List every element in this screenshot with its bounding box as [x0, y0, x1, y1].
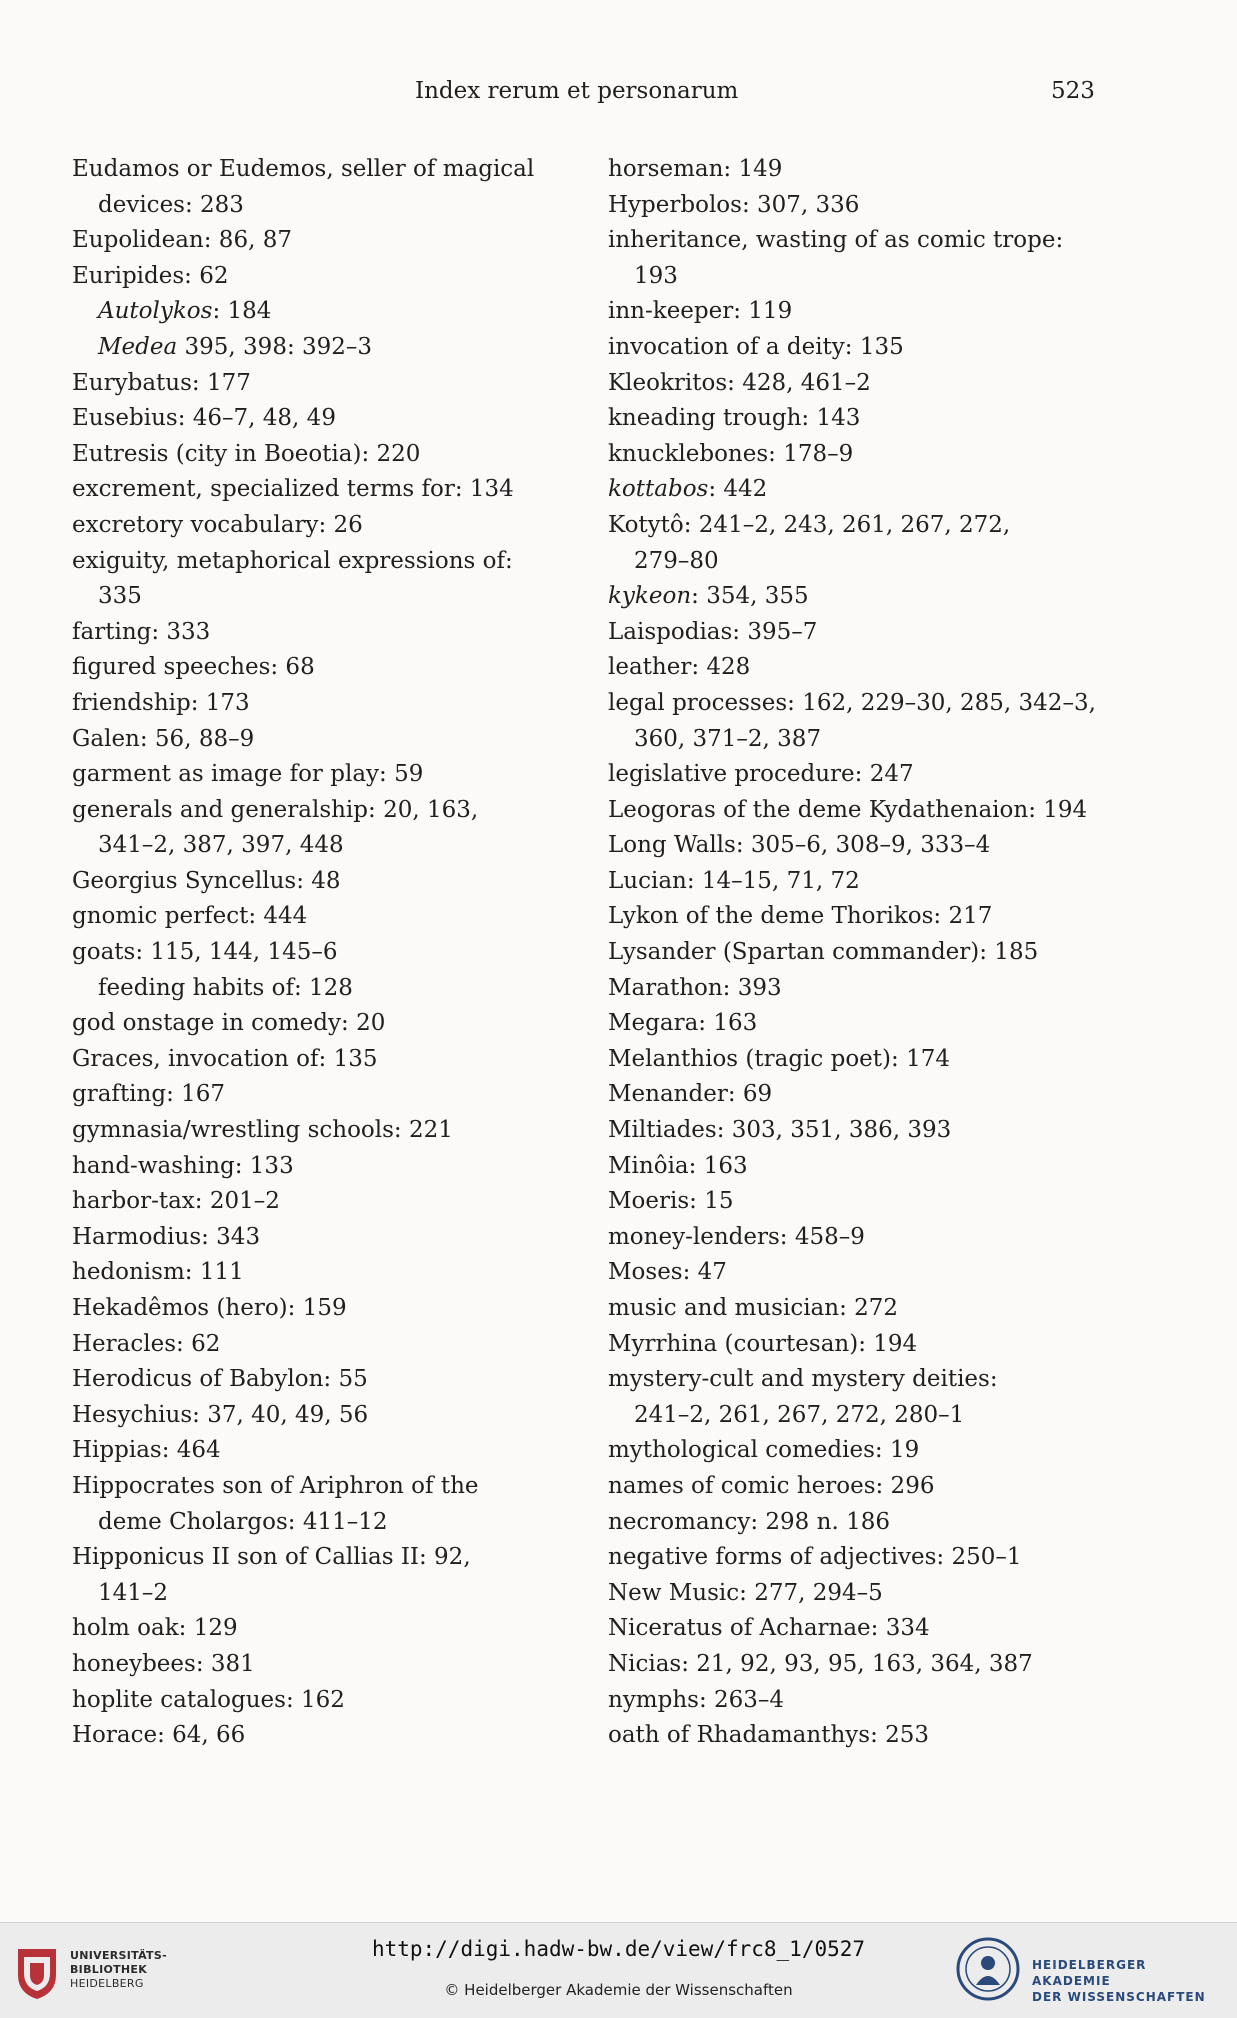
index-entry-text: 341–2, 387, 397, 448 — [98, 832, 344, 859]
index-entry-text: excrement, specialized terms for: 134 — [72, 476, 514, 503]
index-entry — [608, 899, 1128, 935]
index-entry — [608, 793, 1128, 829]
index-entry-text: Herodicus of Babylon: 55 — [72, 1366, 368, 1393]
index-entry — [72, 864, 592, 900]
index-entry — [608, 330, 1128, 366]
index-entry-text: Eudamos or Eudemos, seller of magical — [72, 156, 535, 182]
index-entry — [72, 1362, 592, 1398]
running-header — [0, 78, 1237, 112]
index-entry — [608, 1469, 1128, 1505]
index-entry-text: : 354, 355 — [691, 583, 809, 610]
index-entry-continuation — [72, 828, 592, 864]
index-entry-text: Euripides: 62 — [72, 262, 229, 289]
index-entry-text: Laispodias: 395–7 — [608, 618, 818, 645]
index-entry-text: holm oak: 129 — [72, 1615, 238, 1642]
permalink-url[interactable]: http://digi.hadw-bw.de/view/frc8_1/0527 — [371, 1937, 866, 1961]
hadw-logo-text — [1032, 1957, 1226, 2005]
index-entry — [72, 1220, 592, 1256]
index-entry-text: Hipponicus II son of Callias II: 92, — [72, 1544, 471, 1571]
index-entry-text: necromancy: 298 n. 186 — [608, 1508, 890, 1535]
index-entry — [72, 1540, 592, 1576]
index-entry-italic-term: Autolykos — [98, 298, 213, 325]
page-number: 523 — [1051, 78, 1095, 104]
index-entry-text: Long Walls: 305–6, 308–9, 333–4 — [608, 832, 991, 859]
index-entry-text: Kotytô: 241–2, 243, 261, 267, 272, — [608, 511, 1011, 538]
index-entry — [608, 1042, 1128, 1078]
index-entry-text: gymnasia/wrestling schools: 221 — [72, 1117, 453, 1144]
index-entry-text: Horace: 64, 66 — [72, 1722, 246, 1749]
index-subentry — [72, 294, 592, 330]
index-entry — [72, 650, 592, 686]
index-entry — [72, 1469, 592, 1505]
index-entry — [608, 508, 1128, 544]
index-entry-text: Kleokritos: 428, 461–2 — [608, 369, 871, 396]
index-entry — [608, 152, 1128, 188]
index-entry — [608, 1113, 1128, 1149]
index-entry — [608, 1006, 1128, 1042]
index-entry — [72, 1647, 592, 1683]
hadw-logo[interactable] — [956, 1937, 1226, 2007]
index-entry — [72, 544, 592, 580]
ub-logo-line-1: UNIVERSITÄTS- — [70, 1949, 167, 1962]
index-entry — [608, 366, 1128, 402]
index-entry-text: Galen: 56, 88–9 — [72, 725, 255, 752]
index-entry — [608, 1433, 1128, 1469]
index-entry-text: Moeris: 15 — [608, 1188, 734, 1215]
index-entry-continuation — [72, 188, 592, 224]
index-entry-text: 193 — [634, 262, 678, 289]
index-entry — [608, 757, 1128, 793]
index-entry — [608, 1718, 1128, 1754]
index-entry — [608, 1255, 1128, 1291]
index-entry — [608, 223, 1128, 259]
index-entry-text: Myrrhina (courtesan): 194 — [608, 1330, 918, 1357]
index-entry-text: exiguity, metaphorical expressions of: — [72, 547, 513, 574]
index-entry — [72, 366, 592, 402]
index-entry — [608, 1540, 1128, 1576]
index-entry-text: oath of Rhadamanthys: 253 — [608, 1722, 930, 1749]
index-entry — [608, 401, 1128, 437]
index-entry — [608, 294, 1128, 330]
index-entry-text: Menander: 69 — [608, 1081, 773, 1108]
index-entry — [608, 1220, 1128, 1256]
index-entry-text: figured speeches: 68 — [72, 654, 315, 681]
index-entry-text: deme Cholargos: 411–12 — [98, 1508, 388, 1535]
index-entry-italic-term: kykeon — [608, 583, 692, 610]
index-entry-text: Hekadêmos (hero): 159 — [72, 1295, 347, 1321]
index-entry — [608, 1611, 1128, 1647]
index-entry-text: Hippias: 464 — [72, 1437, 221, 1464]
index-entry-text: legislative procedure: 247 — [608, 761, 914, 788]
index-entry-text: 335 — [98, 583, 142, 610]
hadw-logo-line-1: HEIDELBERGER AKADEMIE — [1032, 1958, 1147, 1988]
index-entry-text: hedonism: 111 — [72, 1259, 244, 1286]
index-entry-text: excretory vocabulary: 26 — [72, 511, 363, 538]
index-entry-text: nymphs: 263–4 — [608, 1686, 785, 1713]
index-entry-text: Hippocrates son of Ariphron of the — [72, 1472, 479, 1499]
index-entry-text: invocation of a deity: 135 — [608, 333, 904, 360]
index-entry — [72, 1042, 592, 1078]
index-entry — [608, 188, 1128, 224]
index-entry — [72, 899, 592, 935]
index-entry — [72, 686, 592, 722]
index-entry — [72, 722, 592, 758]
index-entry-text: negative forms of adjectives: 250–1 — [608, 1544, 1022, 1571]
index-entry-text: inheritance, wasting of as comic trope: — [608, 227, 1064, 254]
index-entry-text: leather: 428 — [608, 654, 751, 681]
index-entry-continuation — [608, 259, 1128, 295]
index-entry — [608, 1683, 1128, 1719]
index-entry — [608, 864, 1128, 900]
index-entry — [72, 1718, 592, 1754]
index-entry-text: Lucian: 14–15, 71, 72 — [608, 867, 860, 894]
index-entry — [608, 1647, 1128, 1683]
index-entry — [608, 650, 1128, 686]
index-entry-text: mystery-cult and mystery deities: — [608, 1366, 998, 1393]
index-entry-text: mythological comedies: 19 — [608, 1437, 920, 1464]
index-entry — [608, 472, 1128, 508]
index-entry-text: harbor-tax: 201–2 — [72, 1188, 280, 1215]
index-entry-text: kneading trough: 143 — [608, 405, 861, 432]
index-entry-text: Heracles: 62 — [72, 1330, 221, 1357]
index-entry-text: devices: 283 — [98, 191, 244, 218]
academy-seal-icon — [956, 1937, 1020, 2001]
index-entry — [608, 828, 1128, 864]
copyright-notice: © Heidelberger Akademie der Wissenschaften — [444, 1981, 793, 1999]
index-entry — [72, 1611, 592, 1647]
index-entry-italic-term: kottabos — [608, 476, 709, 503]
index-entry-text: legal processes: 162, 229–30, 285, 342–3, — [608, 689, 1096, 716]
index-entry-text: music and musician: 272 — [608, 1295, 899, 1321]
index-entry-text: friendship: 173 — [72, 689, 250, 716]
index-entry-text: Nicias: 21, 92, 93, 95, 163, 364, 387 — [608, 1650, 1033, 1677]
index-entry-text: 279–80 — [634, 547, 719, 574]
index-entry — [72, 1113, 592, 1149]
index-entry-text: generals and generalship: 20, 163, — [72, 796, 479, 823]
index-entry-text: Moses: 47 — [608, 1259, 727, 1286]
index-entry — [72, 223, 592, 259]
index-column-left — [72, 152, 592, 1754]
index-entry-text: New Music: 277, 294–5 — [608, 1579, 883, 1606]
index-entry-text: Minôia: 163 — [608, 1152, 748, 1179]
index-entry-text: honeybees: 381 — [72, 1650, 255, 1677]
index-entry-text: Miltiades: 303, 351, 386, 393 — [608, 1117, 952, 1144]
index-entry-text: Leogoras of the deme Kydathenaion: 194 — [608, 796, 1088, 823]
index-entry-continuation — [72, 579, 592, 615]
index-entry-text: hand-washing: 133 — [72, 1152, 294, 1179]
index-entry — [608, 1184, 1128, 1220]
running-title: Index rerum et personarum — [415, 78, 739, 104]
index-entry-text: 395, 398: 392–3 — [177, 333, 373, 360]
index-entry — [72, 757, 592, 793]
index-entry — [608, 1291, 1128, 1327]
index-entry-text: : 442 — [708, 476, 768, 503]
index-entry-text: Niceratus of Acharnae: 334 — [608, 1615, 930, 1642]
index-entry-text: farting: 333 — [72, 618, 211, 645]
index-entry-text: Lysander (Spartan commander): 185 — [608, 939, 1039, 966]
index-column-right — [608, 152, 1128, 1754]
index-entry-text: feeding habits of: 128 — [98, 974, 353, 1001]
index-entry-text: goats: 115, 144, 145–6 — [72, 939, 338, 966]
index-entry — [72, 1433, 592, 1469]
index-entry-text: money-lenders: 458–9 — [608, 1223, 865, 1250]
index-entry-text: 141–2 — [98, 1579, 169, 1606]
index-entry — [72, 1327, 592, 1363]
index-entry-text: hoplite catalogues: 162 — [72, 1686, 345, 1713]
index-entry-text: grafting: 167 — [72, 1081, 226, 1108]
index-entry — [72, 259, 592, 295]
index-entry — [72, 1255, 592, 1291]
index-entry-continuation — [608, 544, 1128, 580]
index-entry-text: Eurybatus: 177 — [72, 369, 251, 396]
index-entry-text: garment as image for play: 59 — [72, 761, 424, 788]
index-entry — [608, 1362, 1128, 1398]
index-entry-text: Georgius Syncellus: 48 — [72, 867, 341, 894]
index-entry — [72, 508, 592, 544]
index-entry — [608, 971, 1128, 1007]
index-entry-text: 360, 371–2, 387 — [634, 725, 822, 752]
index-entry-text: names of comic heroes: 296 — [608, 1472, 935, 1499]
index-entry-text: Harmodius: 343 — [72, 1223, 261, 1250]
index-entry-text: inn-keeper: 119 — [608, 298, 793, 325]
index-entry-text: Eutresis (city in Boeotia): 220 — [72, 440, 421, 467]
index-entry — [608, 615, 1128, 651]
index-entry-text: Megara: 163 — [608, 1010, 758, 1037]
index-entry-text: Hesychius: 37, 40, 49, 56 — [72, 1401, 369, 1428]
index-entry-italic-term: Medea — [98, 333, 178, 360]
index-entry — [72, 401, 592, 437]
index-entry-text: Marathon: 393 — [608, 974, 782, 1001]
index-entry — [608, 1077, 1128, 1113]
index-entry — [72, 1683, 592, 1719]
index-entry — [608, 579, 1128, 615]
index-entry-text: 241–2, 261, 267, 272, 280–1 — [634, 1401, 965, 1428]
ub-logo-line-3: HEIDELBERG — [70, 1977, 144, 1990]
index-entry — [72, 1149, 592, 1185]
index-entry — [72, 1291, 592, 1327]
index-entry — [72, 1184, 592, 1220]
index-entry-continuation — [608, 1398, 1128, 1434]
index-entry-text: knucklebones: 178–9 — [608, 440, 854, 467]
index-entry-continuation — [72, 1576, 592, 1612]
index-entry — [608, 1327, 1128, 1363]
index-entry-text: : 184 — [212, 298, 272, 325]
index-entry — [72, 152, 592, 188]
index-entry-text: Eupolidean: 86, 87 — [72, 227, 292, 254]
index-entry-continuation — [72, 1505, 592, 1541]
index-entry — [72, 1077, 592, 1113]
index-entry — [608, 935, 1128, 971]
index-entry-text: Hyperbolos: 307, 336 — [608, 191, 860, 218]
index-entry-text: gnomic perfect: 444 — [72, 903, 308, 930]
index-entry-text: god onstage in comedy: 20 — [72, 1010, 386, 1037]
index-entry — [72, 437, 592, 473]
index-entry-text: Melanthios (tragic poet): 174 — [608, 1045, 950, 1072]
index-entry — [72, 615, 592, 651]
index-entry — [72, 935, 592, 971]
index-subentry — [72, 971, 592, 1007]
index-entry — [608, 686, 1128, 722]
index-entry — [72, 793, 592, 829]
index-entry — [72, 1398, 592, 1434]
index-subentry — [72, 330, 592, 366]
index-entry-text: Lykon of the deme Thorikos: 217 — [608, 903, 993, 930]
index-entry — [72, 1006, 592, 1042]
index-entry-text: horseman: 149 — [608, 156, 783, 182]
index-entry — [608, 1149, 1128, 1185]
index-entry — [608, 1576, 1128, 1612]
index-entry — [72, 472, 592, 508]
ub-logo-line-2: BIBLIOTHEK — [70, 1963, 148, 1976]
index-entry-continuation — [608, 722, 1128, 758]
index-entry — [608, 1505, 1128, 1541]
hadw-logo-line-2: DER WISSENSCHAFTEN — [1032, 1990, 1206, 2004]
index-entry-text: Eusebius: 46–7, 48, 49 — [72, 405, 336, 432]
index-entry-text: Graces, invocation of: 135 — [72, 1045, 378, 1072]
index-entry — [608, 437, 1128, 473]
viewer-footer — [0, 1922, 1237, 2018]
